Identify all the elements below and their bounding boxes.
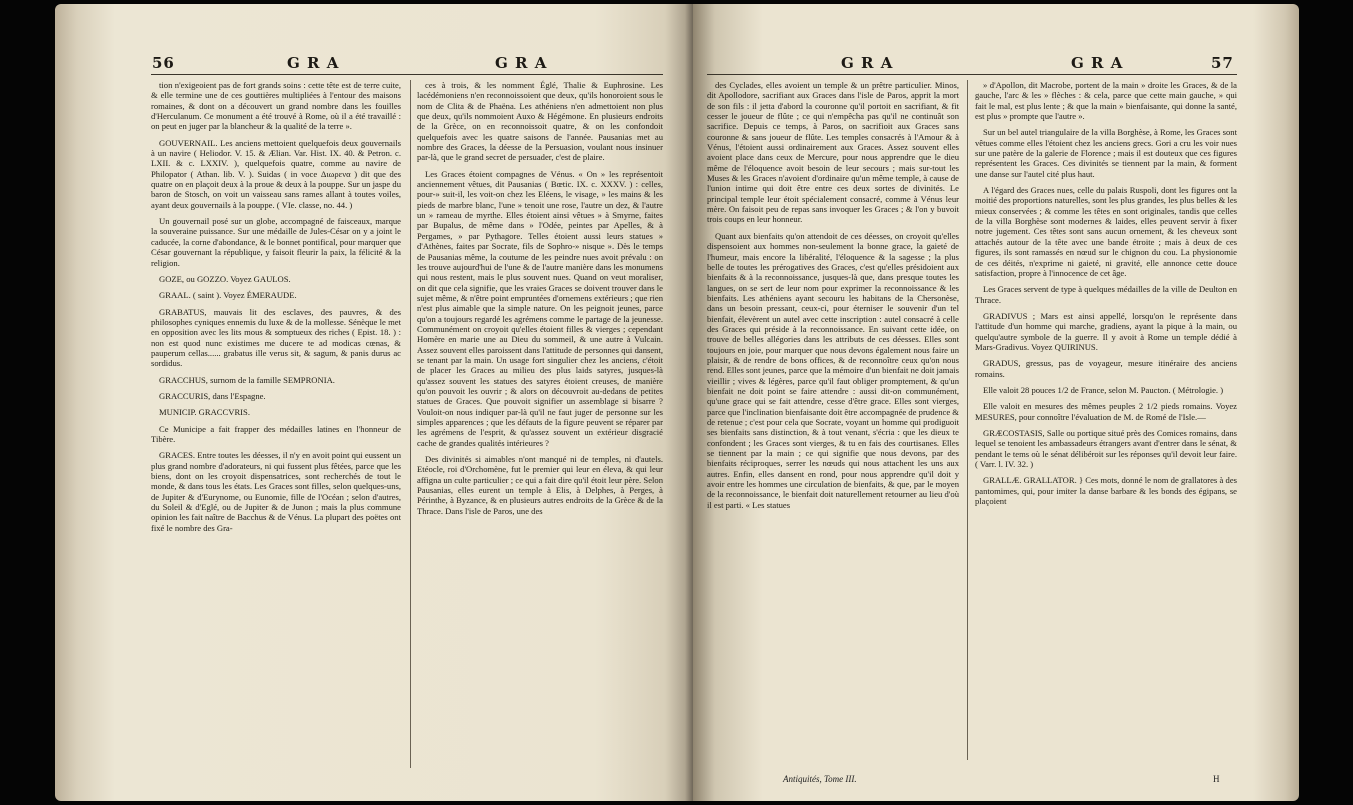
header-rule-left [151,74,663,75]
left-page-column-1 [151,80,401,785]
running-head-right-col1: G R A [841,54,894,72]
paragraph: Ce Municipe a fait frapper des médailles latines en l'honneur de Tibère. [151,423,401,444]
paragraph: A l'égard des Graces nues, celle du palais Ruspoli, dont les figures ont la moitié des proportions naturelles, sont les plus grandes, les plus belles & les mieux conservées ; & comme les têtes en sont originales, tandis que celles de la villa Borghèse sont modernes & laides, elles peuvent servir à fixer notre jugement. Ces têtes sont sans aucun ornement, & les cheveux sont attachés autour de la tête avec une bande étroite ; mais à deux de ces figures, ils sont ramassés en nœud sur le chignon du cou. La physionomie de ces déités, n'exprime ni gaieté, ni gravité, elle annonce cette douce satisfaction, propre à l'innocence de cet âge. [975,185,1237,278]
paragraph: GRACCHUS, surnom de la famille SEMPRONIA. [159,374,335,385]
paragraph: GRACCURIS, dans l'Espagne. [159,390,266,401]
right-page-column-2 [975,80,1237,785]
paragraph: GOUVERNAIL. Les anciens mettoient quelquefois deux gouvernails à un navire ( Heliodor. V. 15. & Ælian. Var. Hist. IX. 40. & Petron. c. LXII. & c. LXXIV. ), quelquefois quatre, comme au navire de Philopator ( Athan. lib. V. ). Suidas ( in voce Διωρενα ) dit que des quatre on en plaçoit deux à la proue & deux à la pouppe. Sur un jaspe du baron de Stosch, on voit un vaisseau sans rames allant à toutes voiles, ayant deux gouvernails à la pouppe. ( VIe. classe, no. 44. ) [151,137,401,210]
right-page-column-1 [707,80,959,770]
paragraph: GRABATUS, mauvais lit des esclaves, des pauvres, & des philosophes cyniques ennemis du luxe & de la mollesse. Sénèque le met en opposition avec les lits mous & somptueux des riches ( Epist. 18. ) : non est quod nunc existimes me ducere te ad modicas cœnas, & pauperum cellas...... grabatus ille verus sit, & sagum, & panis durus ac sordidus. [151,306,401,369]
paragraph: Quant aux bienfaits qu'on attendoit de ces déesses, on croyoit qu'elles dispensoient aux hommes non-seulement la bonne grace, la gaieté de l'humeur, mais encore la libéralité, l'éloquence & la sagesse ; la plus belle de toutes les prérogatives des Graces, c'est qu'elles présidoient aux bienfaits & à la reconnoissance, jusques-là que, dans presque toutes les langues, on se sert de leur nom pour exprimer la reconnoissance & les bienfaits. Les athéniens ayant secouru les habitans de la Chersonèse, dans un besoin pressant, ceux-ci, pour éterniser le souvenir d'un tel bienfait, élevèrent un autel avec cette inscription : autel consacré à celle des Graces qui préside à la reconnoissance. En suivant cette idée, on trouve de belles allégories dans les attributs de ces déesses. Elles sont toujours en joie, pour marquer que nous devons également nous faire un plaisir, & de rendre de bons offices, & de reconnoître ceux qu'on nous rend. Elles sont jeunes, parce que la mémoire d'un bienfait ne doit jamais vieillir ; vives & légères, parce qu'il faut obliger promptement, & qu'un bienfait ne doit point se faire attendre : aussi dit-on communément, qu'une grace qui se fait attendre, cesse d'être grace. Elles sont vierges, parce que l'inclination bienfaisante doit être accompagnée de prudence & de retenue ; c'est pour cela que Socrate, voyant un homme qui prodiguoit ses bienfaits sans distinction, & à tout venant, s'écria : que les dieux te confondent ; les Graces sont vierges, & tu en fais des courtisanes. Elles se tiennent par la main ; ce qui signifie que nous devons, par des bienfaits réciproques, serrer les nœuds qui nous attachent les uns aux autres. Enfin, elles dansent en rond, pour nous apprendre qu'il doit y avoir entre les hommes une circulation de bienfaits, & que, par le moyen de la reconnoissance, le bienfait doit naturellement retourner au lieu d'où il est parti. « Les statues [707,230,959,510]
paragraph: MUNICIP. GRACCVRIS. [159,407,250,418]
paragraph: Un gouvernail posé sur un globe, accompagné de faisceaux, marque la souveraine puissance. Sur une médaille de Jules-César on y a joint le caducée, la corne d'abondance, & le bonnet pontifical, pour marquer que César gouvernant la république, y faisoit fleurir la paix, la félicité & la religion. [151,216,401,268]
paragraph: GRACES. Entre toutes les déesses, il n'y en avoit point qui eussent un plus grand nombre d'adorateurs, ni qui fussent plus fêtées, parce que les biens, dont on les croyoit dispensatrices, sont recherchés de tout le monde, & dans tous les états. Les Graces sont filles, selon quelques-uns, de Jupiter & d'Eurynome, ou Eunomie, fille de l'Océan ; selon d'autres, du Soleil & d'Eglé, ou de Jupiter & de Junon ; mais la plus commune opinion les fait naître de Bacchus & de Vénus. La plupart des poëtes ont fixé le nombre des Gra- [151,450,401,533]
running-head-left-col1: G R A [287,54,340,72]
column-rule-right [967,80,968,760]
paragraph: Elle valoit 28 pouces 1/2 de France, selon M. Paucton. ( Métrologie. ) [983,384,1224,395]
header-rule-right [707,74,1237,75]
paragraph: des Cyclades, elles avoient un temple & un prêtre particulier. Minos, dit Apollodore, sacrifiant aux Graces dans l'isle de Paros, apprit la mort de son fils : il jetta d'abord la couronne qu'il portoit en sacrifiant, & fit cesser le joueur de flûte ; ce qui n'empêcha pas qu'il ne continuât son sacrifice. Depuis ce temps, à Paros, on sacrifioit aux Graces sans couronne & sans joueur de flûte. Les temples consacrés à l'Amour & à Vénus, l'étoient aussi ordinairement aux Graces. Assez souvent elles avoient place dans ceux de Mercure, pour nous apprendre que le dieu même de l'éloquence avoit besoin de leur secours ; mais sur-tout les Muses & les Graces n'avoient d'ordinaire qu'un même temple, à cause de l'union intime qui doit être entre ces deux sortes de divinités. Le principal temple leur étoit spécialement consacré, comme à Vénus leur mère. On faisoit peu de repas sans invoquer les Graces ; & l'on y buvoit trois coups en leur honneur. [707,80,959,225]
column-rule-left [410,80,411,768]
paragraph: GRADIVUS ; Mars est ainsi appellé, lorsqu'on le représente dans l'attitude d'un homme qui marche, gradiens, ayant la pique à la main, ou quelqu'autre symbole de la guerre. Il y avoit à Rome un temple dédié à Mars-Gradivus. Voyez QUIRINUS. [975,310,1237,352]
paragraph: Les Graces étoient compagnes de Vénus. « On » les représentoit anciennement vêtues, dit Pausanias ( Bœtic. IX. c. XXXV. ) : celles, pour-» suit-il, les voit-on chez les Eléens, le visage, » les mains & les pieds de marbre blanc, l'une » tenoit une rose, l'autre un dez, & l'autre un » rameau de myrthe. Elles étoient ainsi vêtues » à Smyrne, faites par Bupalus, de même dans » l'Odée, peintes par Apelles, & à Pergames, » par Pythagore. Telles étoient aussi leurs statues » d'Athènes, faites par Socrate, fils de Sophro-» nisque ». Dès le temps de Pausanias même, la coutume de les peindre nues avoit prévalu : on les trouve aujourd'hui de l'une & de l'autre manière dans les monumens qui nous restent, mais le plus souvent nues. Quand on veut moraliser, on dit que cela signifie, que les vraies Graces se doivent trouver dans le sujet même, & n'être point empruntées d'ornemens extérieurs ; que rien n'est plus aimable que la simple nature. On les peignoit jeunes, parce qu'on a toujours regardé les agrémens comme le partage de la jeunesse. Communément on croyoit qu'elles étoient filles & vierges ; cependant Homère en marie une au Dieu du sommeil, & une autre à Vulcain. Assez souvent elles paroissent dans l'attitude de personnes qui dansent, se tenant par la main. Un usage fort singulier chez les anciens, c'étoit de placer les Graces au milieu des plus laids satyres, jusques-là qu'assez souvent les statues des satyres étoient creuses, de manière qu'on pouvoit les ouvrir ; & alors on découvroit au-dedans de petites statues de Graces. Que pouvoit signifier un assemblage si bisarre ? Vouloit-on nous indiquer par-là qu'il ne faut juger de personne sur les simples apparences ; que les défauts de la figure peuvent se réparer par les agrémens de l'esprit, & qu'assez souvent un extérieur disgracié cache de grandes qualités intérieures ? [417,168,663,448]
paragraph: GRÆCOSTASIS, Salle ou portique situé près des Comices romains, dans lequel se tenoient les ambassadeurs étrangers avant d'entrer dans le sénat, & pendant le tems où le sénat délibéroit sur les réponses qu'il devoit leur faire. ( Varr. l. IV. 32. ) [975,427,1237,469]
paragraph: » d'Apollon, dit Macrobe, portent de la main » droite les Graces, & de la gauche, l'arc & les » flèches : & cela, parce que cette main gauche, » qui fait le mal, est plus lente ; & que la main » bienfaisante, qui donne la santé, est plus » prompte que l'autre ». [975,80,1237,122]
running-head-right-col2: G R A [1071,54,1124,72]
paragraph: Sur un bel autel triangulaire de la villa Borghèse, à Rome, les Graces sont vêtues comme elles l'étoient chez les anciens grecs. Gori a cru les voir nues sur une patère de la galerie de Florence ; mais il est douteux que ces figures représentent les Graces. Ces divinités se tiennent par la main, & forment une danse sur l'autel cité plus haut. [975,127,1237,179]
left-page-column-2 [417,80,663,785]
paragraph: GOZE, ou GOZZO. Voyez GAULOS. [159,273,291,284]
paragraph: GRADUS, gressus, pas de voyageur, mesure itinéraire des anciens romains. [975,358,1237,379]
page-number-left: 56 [152,54,175,72]
paragraph: Les Graces servent de type à quelques médailles de la ville de Deulton en Thrace. [975,284,1237,305]
paragraph: GRALLÆ. GRALLATOR. } Ces mots, donné le nom de grallatores à des pantomimes, qui, pour imiter la danse barbare & les bonds des égipans, se plaçoient [975,475,1237,507]
right-page [693,4,1299,801]
paragraph: Elle valoit en mesures des mêmes peuples 2 1/2 pieds romains. Voyez MESURES, pour connoître l'évaluation de M. de Romé de l'Isle.— [975,401,1237,422]
open-book [55,4,1299,801]
left-page [55,4,693,801]
page-number-right: 57 [1211,54,1234,72]
volume-footer: Antiquités, Tome III. [783,774,857,784]
paragraph: GRAAL. ( saint ). Voyez ÉMERAUDE. [159,290,297,301]
paragraph: ces à trois, & les nomment Églé, Thalie & Euphrosine. Les lacédémoniens n'en reconnoissoient que deux, qu'ils honoroient sous le nom de Clita & de Phaëna. Les athéniens n'en admettoient non plus que deux, qu'ils nommoient Auxo & Hégémone. En plusieurs endroits de la Grèce, on en reconnoissoit quatre, & on les confondoit quelquefois avec les quatre saisons de l'année. Pausanias met au nombre des Graces, la déesse de la Persuasion, voulant nous insinuer par-là, que le grand secret de persuader, c'est de plaire. [417,80,663,163]
running-head-left-col2: G R A [495,54,548,72]
signature-mark: H [1213,774,1220,784]
paragraph: Des divinités si aimables n'ont manqué ni de temples, ni d'autels. Etéocle, roi d'Orchomène, fut le premier qui leur en éleva, & qui leur affigna un culte particulier ; ce qui a fait dire qu'il étoit leur père. Selon Pausanias, elles eurent un temple à Elis, à Delphes, à Perges, à Périnthe, à Byzance, & en plusieurs autres endroits de la Grèce & de la Thrace. Dans l'isle de Paros, une des [417,454,663,516]
paragraph: tion n'exigeoient pas de fort grands soins : cette tête est de terre cuite, & elle termine une de ces gouttières multipliées à l'entour des maisons romaines, & dont on a découvert un grand nombre dans les fouilles d'Herculanum. Ce monument a été trouvé à Rome, où il a été travaillé : on peut en juger par la blancheur & la qualité de la terre ». [151,80,401,132]
